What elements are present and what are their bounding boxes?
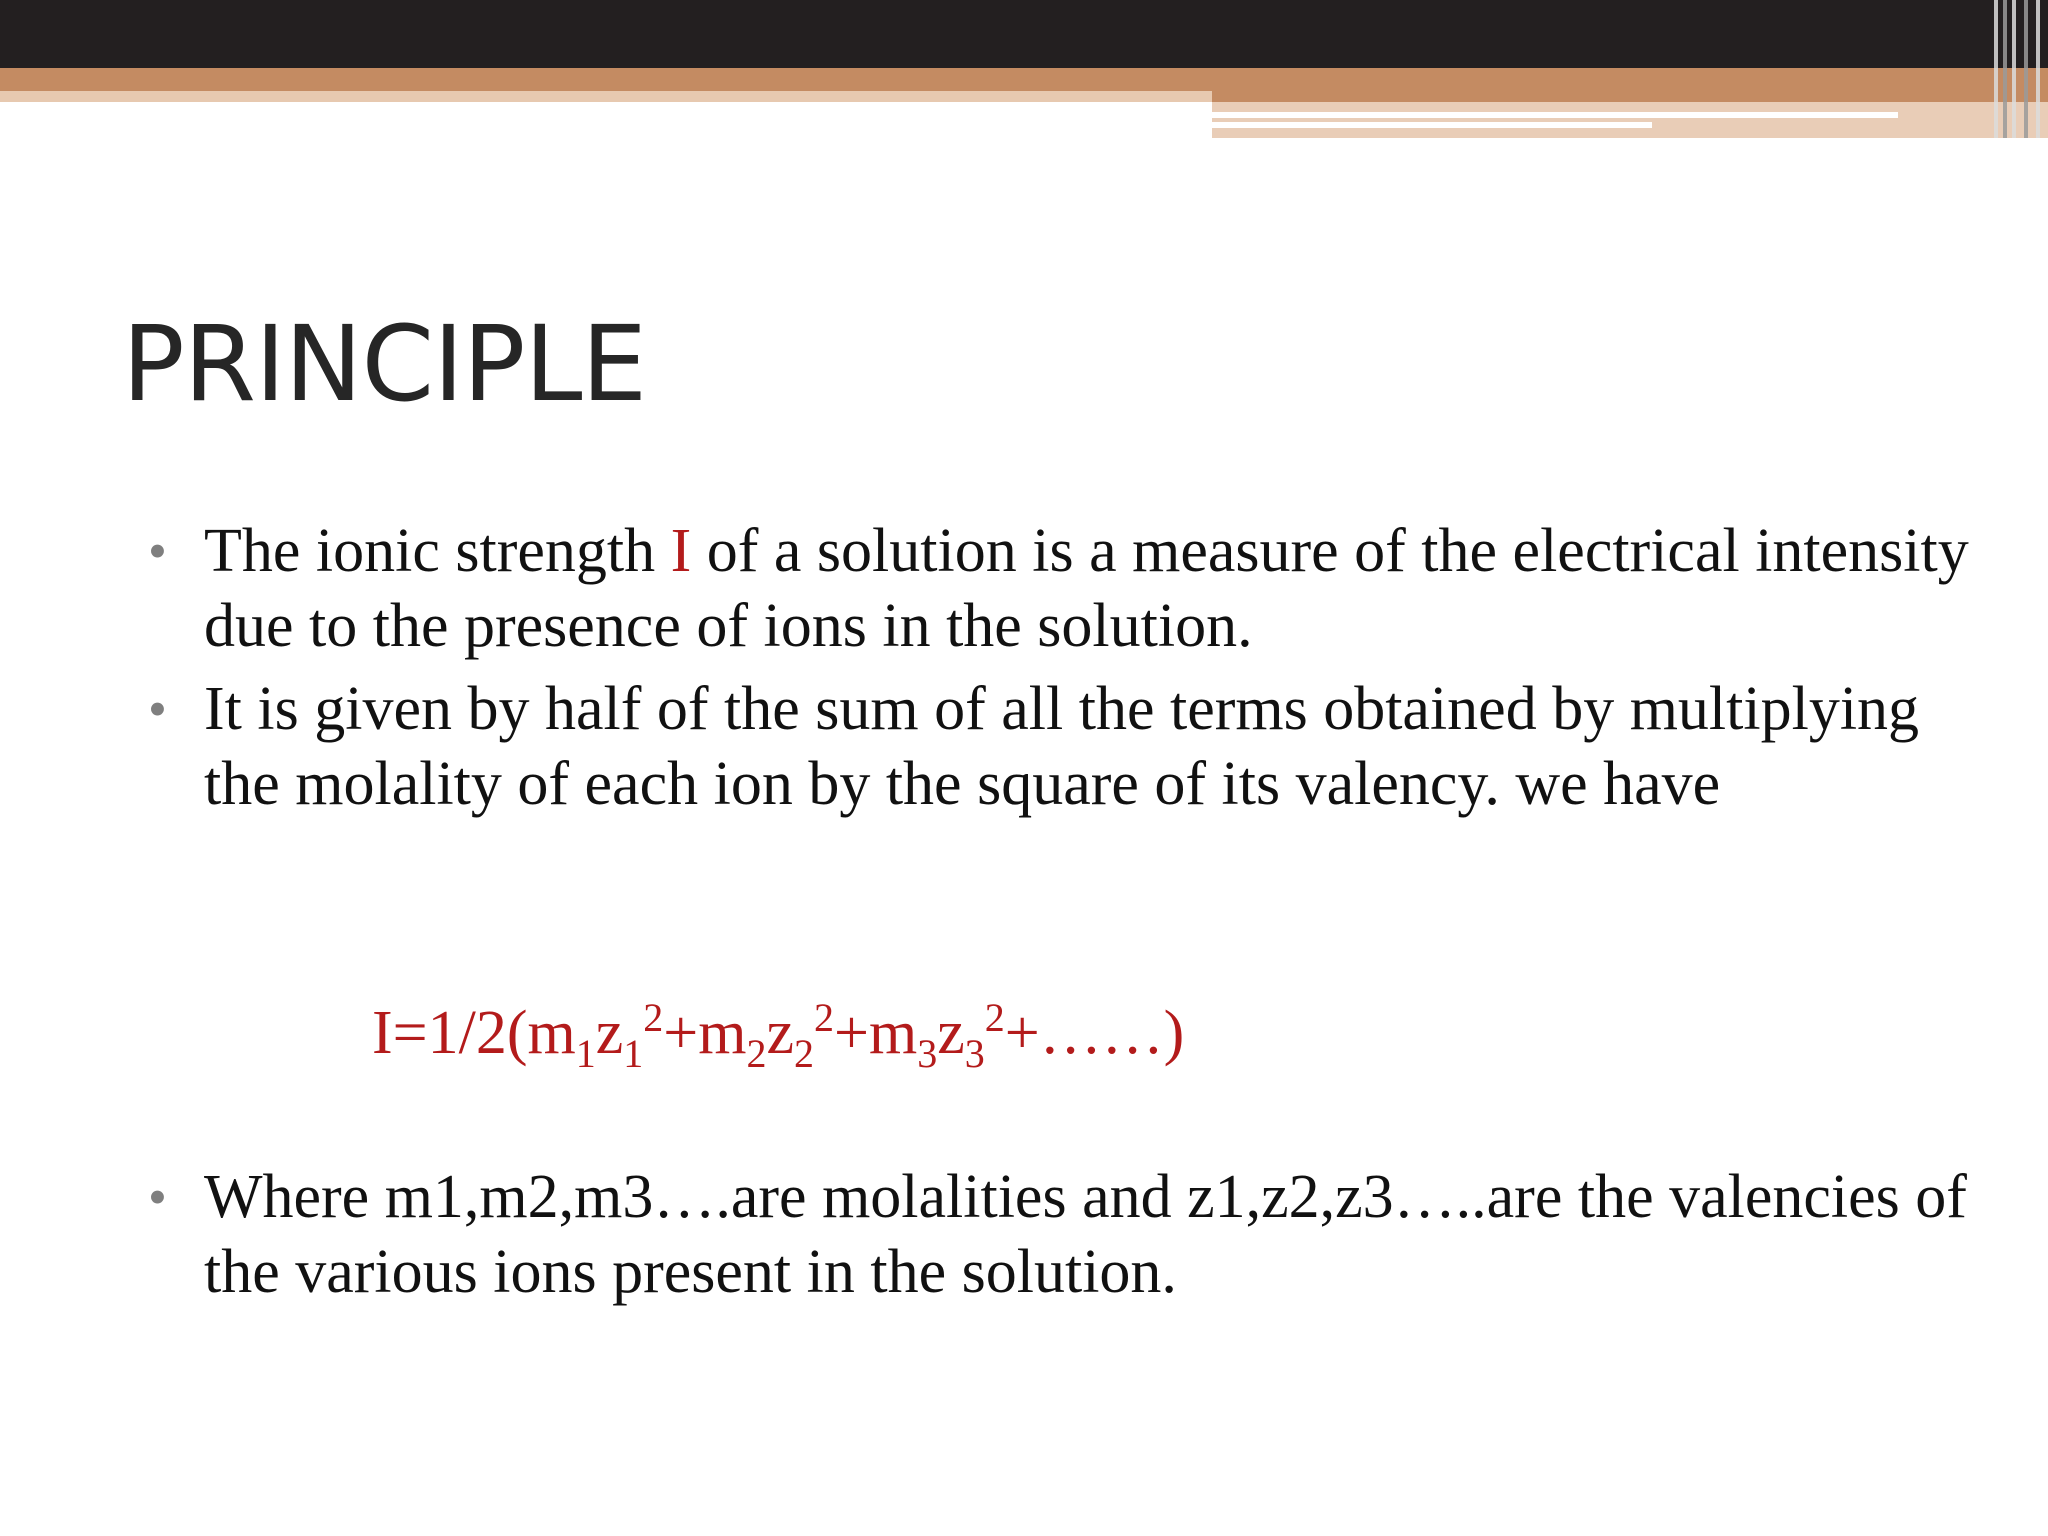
bullet-text: The ionic strength <box>204 517 671 585</box>
top-dark-bar <box>0 0 2048 68</box>
edge-stripe <box>1994 0 1998 138</box>
accent-line <box>1212 122 1652 128</box>
accent-line <box>1212 112 1898 118</box>
formula-z: z <box>595 999 624 1067</box>
formula-m: m <box>698 999 747 1067</box>
formula-sub: 3 <box>964 1031 985 1076</box>
formula-z: z <box>766 999 794 1067</box>
formula-sup: 2 <box>813 995 834 1040</box>
bullet-item <box>148 514 1988 664</box>
bullet-dot: • <box>148 521 167 581</box>
formula-m: m <box>868 999 918 1067</box>
formula-sub: 2 <box>746 1031 767 1076</box>
formula-plus: + <box>833 999 869 1067</box>
bullet-list <box>148 514 1988 822</box>
formula-tail: +……) <box>1004 999 1185 1067</box>
formula-sub: 1 <box>623 1031 644 1076</box>
edge-stripe <box>2003 0 2007 138</box>
accent-band-light-right <box>1212 102 2048 138</box>
bullet-text: Where m1,m2,m3….are molalities and z1,z2,z3…..are the valencies of the various ions present in the solution. <box>204 1163 1967 1306</box>
bullet-item <box>148 672 1988 822</box>
edge-stripe <box>2024 0 2028 138</box>
formula-plus: + <box>663 999 699 1067</box>
ionic-strength-formula <box>372 995 1185 1076</box>
bullet-item <box>148 1160 1988 1310</box>
bullet-text: of a solution is a measure of the electrical intensity due to the presence of ions in the solution. <box>204 517 1969 660</box>
slide-title: PRINCIPLE <box>122 303 647 425</box>
formula-sub: 3 <box>917 1031 938 1076</box>
bullet-list <box>148 1160 1988 1310</box>
edge-stripe <box>2036 0 2040 138</box>
edge-stripe <box>2012 0 2016 138</box>
ionic-strength-symbol: I <box>670 517 692 585</box>
formula-m: m <box>527 999 576 1067</box>
bullet-dot: • <box>148 679 167 739</box>
formula-lhs: I=1/2( <box>372 999 528 1067</box>
formula-sup: 2 <box>984 995 1005 1040</box>
bullet-text: It is given by half of the sum of all the terms obtained by multiplying the molality of each ion by the square of its valency. we have <box>204 675 1920 818</box>
formula-z: z <box>937 999 965 1067</box>
formula-sub: 1 <box>575 1031 596 1076</box>
formula-sup: 2 <box>643 995 664 1040</box>
bullet-dot: • <box>148 1167 167 1227</box>
accent-band-light-left <box>0 91 1212 102</box>
formula-sub: 2 <box>793 1031 814 1076</box>
